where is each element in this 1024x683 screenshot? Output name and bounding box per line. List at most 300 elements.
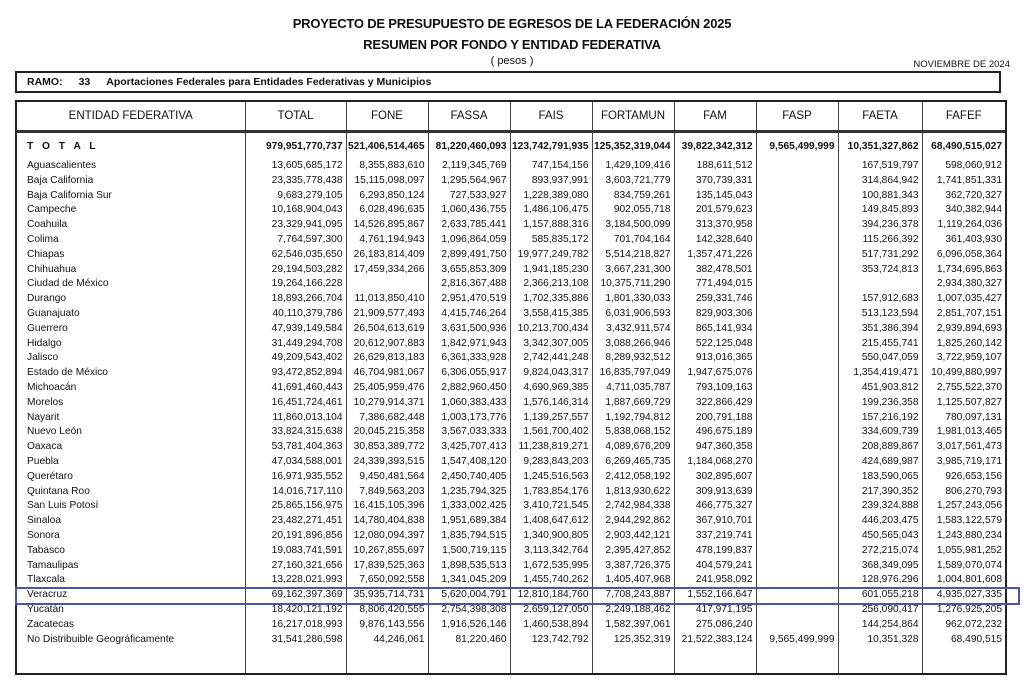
amount-cell: 1,357,471,226 (674, 248, 756, 263)
entity-name-cell: Morelos (17, 396, 245, 411)
amount-cell: 1,060,383,433 (428, 396, 510, 411)
amount-cell: 780,097,131 (945, 411, 1002, 423)
entity-name-cell: Baja California Sur (17, 189, 245, 204)
amount-cell: 9,683,279,105 (245, 189, 346, 204)
amount-cell: 17,459,334,266 (346, 263, 428, 278)
amount-cell (756, 425, 838, 440)
table-row (17, 263, 1005, 278)
amount-cell: 1,455,740,262 (510, 573, 592, 588)
amount-cell: 6,028,496,635 (346, 203, 428, 218)
amount-cell: 446,203,475 (838, 514, 922, 529)
amount-cell: 4,711,035,787 (592, 381, 674, 396)
amount-cell (756, 263, 838, 278)
amount-cell: 15,115,098,097 (346, 174, 428, 189)
empty-cell (428, 647, 510, 673)
amount-cell: 2,633,785,441 (428, 218, 510, 233)
amount-cell: 9,876,143,556 (346, 618, 428, 633)
empty-cell (756, 647, 838, 673)
amount-cell: 200,791,188 (674, 411, 756, 426)
amount-cell: 404,579,241 (674, 559, 756, 574)
amount-cell: 18,893,266,704 (245, 292, 346, 307)
amount-cell: 466,775,327 (674, 499, 756, 514)
table-row (17, 544, 1005, 559)
amount-cell (756, 218, 838, 233)
table-row (17, 440, 1005, 455)
amount-cell: 3,432,911,574 (592, 322, 674, 337)
amount-cell: 272,215,074 (838, 544, 922, 559)
amount-cell: 1,813,930,622 (592, 485, 674, 500)
amount-cell: 1,981,013,465 (936, 426, 1002, 438)
amount-cell: 16,451,724,461 (245, 396, 346, 411)
amount-cell: 19,264,166,228 (245, 277, 346, 292)
amount-cell: 2,944,292,862 (592, 514, 674, 529)
amount-cell (756, 440, 838, 455)
amount-cell: 31,449,294,708 (245, 337, 346, 352)
table-body (17, 132, 1005, 674)
amount-cell: 14,526,895,867 (346, 218, 428, 233)
amount-cell: 1,741,851,331 (936, 174, 1002, 186)
column-header: FONE (346, 102, 428, 132)
empty-cell (510, 647, 592, 673)
amount-cell: 829,903,306 (674, 307, 756, 322)
amount-cell: 6,096,058,364 (936, 248, 1002, 260)
amount-cell: 11,860,013,104 (245, 411, 346, 426)
amount-cell: 362,720,327 (945, 189, 1002, 201)
entity-name-cell: Tlaxcala (17, 573, 245, 588)
amount-cell: 49,209,543,402 (245, 351, 346, 366)
amount-cell: 9,450,481,564 (346, 470, 428, 485)
amount-cell: 727,533,927 (428, 189, 510, 204)
amount-cell: 1,947,675,076 (674, 366, 756, 381)
amount-cell (756, 396, 838, 411)
amount-cell: 62,546,035,650 (245, 248, 346, 263)
amount-cell: 1,157,888,316 (510, 218, 592, 233)
amount-cell: 10,351,327,862 (838, 132, 922, 160)
table-row (17, 603, 1005, 618)
amount-cell (346, 277, 428, 292)
amount-cell: 24,339,393,515 (346, 455, 428, 470)
amount-cell (756, 366, 838, 381)
amount-cell: 313,370,958 (674, 218, 756, 233)
entity-name-cell: Guerrero (17, 322, 245, 337)
amount-cell: 382,478,501 (674, 263, 756, 278)
amount-cell: 7,764,597,300 (245, 233, 346, 248)
amount-cell (756, 470, 838, 485)
column-header: FORTAMUN (592, 102, 674, 132)
entity-name-cell: T O T A L (17, 132, 245, 160)
amount-cell: 8,806,420,555 (346, 603, 428, 618)
amount-cell: 1,276,925,205 (936, 603, 1002, 615)
amount-cell (756, 381, 838, 396)
amount-cell: 10,279,914,371 (346, 396, 428, 411)
amount-cell (756, 411, 838, 426)
amount-cell: 1,589,070,074 (936, 559, 1002, 571)
amount-cell: 1,547,408,120 (428, 455, 510, 470)
amount-cell: 10,499,880,997 (931, 367, 1002, 379)
amount-cell: 334,609,739 (838, 425, 922, 440)
empty-cell (922, 647, 1005, 673)
amount-cell: 521,406,514,465 (346, 132, 428, 160)
amount-cell: 259,331,746 (674, 292, 756, 307)
amount-cell: 806,270,793 (945, 485, 1002, 497)
amount-cell (756, 174, 838, 189)
amount-cell: 10,375,711,290 (592, 277, 674, 292)
table-row (17, 425, 1005, 440)
amount-cell: 9,565,499,999 (756, 633, 838, 648)
spacer-row (17, 647, 1005, 673)
table-header-row (17, 102, 1005, 132)
amount-cell: 1,486,106,475 (510, 203, 592, 218)
table-row (17, 633, 1005, 648)
amount-cell: 1,408,647,612 (510, 514, 592, 529)
entity-name-cell: Chihuahua (17, 263, 245, 278)
amount-cell: 29,194,503,282 (245, 263, 346, 278)
amount-cell: 68,490,515,027 (931, 140, 1002, 152)
amount-cell: 215,455,741 (838, 337, 922, 352)
amount-cell: 23,335,778,438 (245, 174, 346, 189)
amount-cell: 3,113,342,764 (510, 544, 592, 559)
amount-cell (756, 292, 838, 307)
amount-cell: 4,089,676,209 (592, 440, 674, 455)
units-label: ( pesos ) (490, 55, 534, 67)
amount-cell (756, 203, 838, 218)
table-row (17, 351, 1005, 366)
entity-name-cell: Zacatecas (17, 618, 245, 633)
entity-name-cell: Quintana Roo (17, 485, 245, 500)
amount-cell: 241,958,092 (674, 573, 756, 588)
table-row (17, 411, 1005, 426)
entity-name-cell: Ciudad de México (17, 277, 245, 292)
amount-cell: 2,754,398,308 (428, 603, 510, 618)
amount-cell: 41,691,460,443 (245, 381, 346, 396)
table-row (17, 322, 1005, 337)
amount-cell (756, 544, 838, 559)
amount-cell: 2,742,984,338 (592, 499, 674, 514)
amount-cell: 1,576,146,314 (510, 396, 592, 411)
report-date: NOVIEMBRE DE 2024 (913, 59, 1010, 70)
amount-cell: 144,254,864 (838, 618, 922, 633)
table-row (17, 203, 1005, 218)
amount-cell: 1,341,045,209 (428, 573, 510, 588)
amount-cell: 81,220,460 (428, 633, 510, 648)
entity-name-cell: Colima (17, 233, 245, 248)
amount-cell: 2,119,345,769 (428, 159, 510, 174)
amount-cell: 23,329,941,095 (245, 218, 346, 233)
amount-cell: 1,887,669,729 (592, 396, 674, 411)
amount-cell: 3,558,415,385 (510, 307, 592, 322)
entity-name-cell: Aguascalientes (17, 159, 245, 174)
amount-cell: 1,340,900,805 (510, 529, 592, 544)
ramo-label: RAMO: (27, 76, 63, 88)
amount-cell: 1,898,535,513 (428, 559, 510, 574)
entity-name-cell: No Distribuible Geográficamente (17, 633, 245, 648)
amount-cell: 394,236,378 (838, 218, 922, 233)
amount-cell (756, 559, 838, 574)
amount-cell: 25,865,156,975 (245, 499, 346, 514)
entity-name-cell: Michoacán (17, 381, 245, 396)
amount-cell: 322,866,429 (674, 396, 756, 411)
amount-cell: 188,611,512 (674, 159, 756, 174)
amount-cell: 337,219,741 (674, 529, 756, 544)
amount-cell: 302,895,607 (674, 470, 756, 485)
amount-cell (756, 337, 838, 352)
column-header: ENTIDAD FEDERATIVA (17, 102, 245, 132)
budget-table-container (15, 100, 1007, 675)
table-row (17, 499, 1005, 514)
amount-cell: 35,935,714,731 (346, 588, 428, 603)
empty-cell (245, 647, 346, 673)
amount-cell: 11,013,850,410 (346, 292, 428, 307)
amount-cell: 7,386,682,448 (346, 411, 428, 426)
amount-cell: 21,909,577,493 (346, 307, 428, 322)
amount-cell: 1,842,971,943 (428, 337, 510, 352)
amount-cell: 157,912,683 (838, 292, 922, 307)
amount-cell: 522,125,048 (674, 337, 756, 352)
amount-cell: 902,055,718 (592, 203, 674, 218)
amount-cell: 26,504,613,619 (346, 322, 428, 337)
amount-cell: 1,825,260,142 (936, 337, 1002, 349)
amount-cell: 10,213,700,434 (510, 322, 592, 337)
table-row (17, 337, 1005, 352)
table-row (17, 396, 1005, 411)
table-row (17, 159, 1005, 174)
entity-name-cell: Tabasco (17, 544, 245, 559)
entity-name-cell: Sinaloa (17, 514, 245, 529)
table-row (17, 588, 1005, 603)
document-subtitle: RESUMEN POR FONDO Y ENTIDAD FEDERATIVA (363, 37, 661, 52)
budget-table (17, 102, 1005, 673)
amount-cell: 1,405,407,968 (592, 573, 674, 588)
table-row (17, 233, 1005, 248)
amount-cell: 208,889,867 (838, 440, 922, 455)
amount-cell: 370,739,331 (674, 174, 756, 189)
amount-cell: 14,016,717,110 (245, 485, 346, 500)
amount-cell (756, 529, 838, 544)
empty-cell (17, 647, 245, 673)
amount-cell: 3,655,853,309 (428, 263, 510, 278)
amount-cell: 1,125,507,827 (936, 396, 1002, 408)
empty-cell (346, 647, 428, 673)
table-row (17, 174, 1005, 189)
amount-cell (756, 618, 838, 633)
amount-cell: 81,220,460,093 (428, 132, 510, 160)
amount-cell: 1,672,535,995 (510, 559, 592, 574)
amount-cell: 1,243,880,234 (936, 529, 1002, 541)
amount-cell (838, 277, 922, 292)
amount-cell: 93,472,852,894 (245, 366, 346, 381)
amount-cell: 3,017,561,473 (936, 441, 1002, 453)
entity-name-cell: Querétaro (17, 470, 245, 485)
column-header: FAFEF (922, 102, 1005, 132)
amount-cell (756, 603, 838, 618)
amount-cell: 201,579,623 (674, 203, 756, 218)
amount-cell: 5,514,218,827 (592, 248, 674, 263)
amount-cell: 893,937,991 (510, 174, 592, 189)
amount-cell: 123,742,791,935 (510, 132, 592, 160)
amount-cell: 149,845,893 (838, 203, 922, 218)
amount-cell: 11,238,819,271 (510, 440, 592, 455)
table-row (17, 189, 1005, 204)
amount-cell: 1,245,516,563 (510, 470, 592, 485)
amount-cell: 513,123,594 (838, 307, 922, 322)
amount-cell: 183,590,065 (838, 470, 922, 485)
amount-cell: 1,192,794,812 (592, 411, 674, 426)
entity-name-cell: San Luis Potosí (17, 499, 245, 514)
amount-cell: 1,561,700,402 (510, 425, 592, 440)
amount-cell: 1,835,794,515 (428, 529, 510, 544)
amount-cell: 1,235,794,325 (428, 485, 510, 500)
amount-cell: 2,951,470,519 (428, 292, 510, 307)
amount-cell: 314,864,942 (838, 174, 922, 189)
amount-cell: 26,629,813,183 (346, 351, 428, 366)
amount-cell: 1,257,243,056 (936, 500, 1002, 512)
amount-cell: 33,824,315,638 (245, 425, 346, 440)
amount-cell: 1,552,166,647 (674, 588, 756, 603)
amount-cell: 1,295,564,967 (428, 174, 510, 189)
amount-cell: 1,951,689,384 (428, 514, 510, 529)
amount-cell (756, 499, 838, 514)
amount-cell: 361,403,930 (945, 233, 1002, 245)
amount-cell: 2,939,894,693 (936, 322, 1002, 334)
amount-cell: 1,333,002,425 (428, 499, 510, 514)
amount-cell: 1,702,335,886 (510, 292, 592, 307)
amount-cell: 1,184,068,270 (674, 455, 756, 470)
entity-name-cell: Nayarit (17, 411, 245, 426)
table-row (17, 455, 1005, 470)
entity-name-cell: Oaxaca (17, 440, 245, 455)
table-row (17, 529, 1005, 544)
amount-cell: 747,154,156 (510, 159, 592, 174)
amount-cell (756, 159, 838, 174)
amount-cell: 2,934,380,327 (936, 278, 1002, 290)
entity-name-cell: Nuevo León (17, 425, 245, 440)
amount-cell: 125,352,319 (592, 633, 674, 648)
table-row (17, 559, 1005, 574)
amount-cell: 47,034,588,001 (245, 455, 346, 470)
amount-cell: 913,016,365 (674, 351, 756, 366)
amount-cell: 39,822,342,312 (674, 132, 756, 160)
amount-cell: 17,839,525,363 (346, 559, 428, 574)
amount-cell: 309,913,639 (674, 485, 756, 500)
amount-cell: 1,228,389,080 (510, 189, 592, 204)
empty-cell (838, 647, 922, 673)
amount-cell: 125,352,319,044 (592, 132, 674, 160)
amount-cell: 2,249,188,462 (592, 603, 674, 618)
amount-cell: 3,342,307,005 (510, 337, 592, 352)
amount-cell: 1,139,257,557 (510, 411, 592, 426)
amount-cell: 239,324,888 (838, 499, 922, 514)
amount-cell: 4,935,027,335 (936, 589, 1002, 601)
amount-cell: 865,141,934 (674, 322, 756, 337)
amount-cell: 979,951,770,737 (245, 132, 346, 160)
table-row (17, 485, 1005, 500)
amount-cell: 20,191,896,856 (245, 529, 346, 544)
amount-cell: 2,395,427,852 (592, 544, 674, 559)
document-title: PROYECTO DE PRESUPUESTO DE EGRESOS DE LA FEDERACIÓN 2025 (292, 16, 732, 31)
amount-cell: 7,708,243,887 (592, 588, 674, 603)
amount-cell: 16,217,018,993 (245, 618, 346, 633)
amount-cell: 1,354,419,471 (838, 366, 922, 381)
table-row (17, 292, 1005, 307)
table-row (17, 307, 1005, 322)
column-header: FAM (674, 102, 756, 132)
amount-cell (756, 573, 838, 588)
amount-cell: 3,667,231,300 (592, 263, 674, 278)
amount-cell: 16,415,105,396 (346, 499, 428, 514)
amount-cell: 25,405,959,476 (346, 381, 428, 396)
amount-cell: 16,835,797,049 (592, 366, 674, 381)
amount-cell: 2,816,367,488 (428, 277, 510, 292)
amount-cell: 47,939,149,584 (245, 322, 346, 337)
amount-cell: 2,742,441,248 (510, 351, 592, 366)
amount-cell: 23,482,271,451 (245, 514, 346, 529)
amount-cell: 9,283,843,203 (510, 455, 592, 470)
amount-cell: 1,007,035,427 (936, 293, 1002, 305)
amount-cell: 6,293,850,124 (346, 189, 428, 204)
amount-cell: 1,734,695,863 (936, 263, 1002, 275)
amount-cell (756, 485, 838, 500)
amount-cell: 1,583,122,579 (936, 515, 1002, 527)
amount-cell (756, 588, 838, 603)
entity-name-cell: Durango (17, 292, 245, 307)
amount-cell: 450,565,043 (838, 529, 922, 544)
amount-cell: 275,086,240 (674, 618, 756, 633)
table-row (17, 366, 1005, 381)
amount-cell: 6,361,333,928 (428, 351, 510, 366)
amount-cell: 100,881,343 (838, 189, 922, 204)
amount-cell: 10,351,328 (838, 633, 922, 648)
amount-cell: 12,810,184,760 (510, 588, 592, 603)
entity-name-cell: Jalisco (17, 351, 245, 366)
column-header: FASP (756, 102, 838, 132)
amount-cell: 2,903,442,121 (592, 529, 674, 544)
entity-name-cell: Guanajuato (17, 307, 245, 322)
amount-cell: 2,882,960,450 (428, 381, 510, 396)
ramo-description: Aportaciones Federales para Entidades Federativas y Municipios (106, 76, 432, 88)
amount-cell: 13,605,685,172 (245, 159, 346, 174)
total-row (17, 132, 1005, 160)
amount-cell: 3,631,500,936 (428, 322, 510, 337)
amount-cell: 142,328,640 (674, 233, 756, 248)
amount-cell: 68,490,515 (951, 633, 1002, 645)
amount-cell: 451,903,812 (838, 381, 922, 396)
amount-cell: 517,731,292 (838, 248, 922, 263)
amount-cell: 340,382,944 (945, 204, 1002, 216)
amount-cell: 157,216,192 (838, 411, 922, 426)
amount-cell: 1,003,173,776 (428, 411, 510, 426)
amount-cell: 1,941,185,230 (510, 263, 592, 278)
amount-cell: 44,246,061 (346, 633, 428, 648)
amount-cell: 20,612,907,883 (346, 337, 428, 352)
amount-cell (756, 514, 838, 529)
amount-cell: 6,031,906,593 (592, 307, 674, 322)
column-header: TOTAL (245, 102, 346, 132)
amount-cell: 1,096,864,059 (428, 233, 510, 248)
amount-cell: 20,045,215,358 (346, 425, 428, 440)
table-row (17, 218, 1005, 233)
amount-cell: 351,386,394 (838, 322, 922, 337)
amount-cell: 1,582,397,061 (592, 618, 674, 633)
amount-cell (756, 189, 838, 204)
table-row (17, 618, 1005, 633)
amount-cell: 16,971,935,552 (245, 470, 346, 485)
entity-name-cell: Estado de México (17, 366, 245, 381)
column-header: FASSA (428, 102, 510, 132)
amount-cell: 27,160,321,656 (245, 559, 346, 574)
amount-cell (756, 248, 838, 263)
amount-cell: 962,072,232 (945, 618, 1002, 630)
amount-cell: 2,450,740,405 (428, 470, 510, 485)
